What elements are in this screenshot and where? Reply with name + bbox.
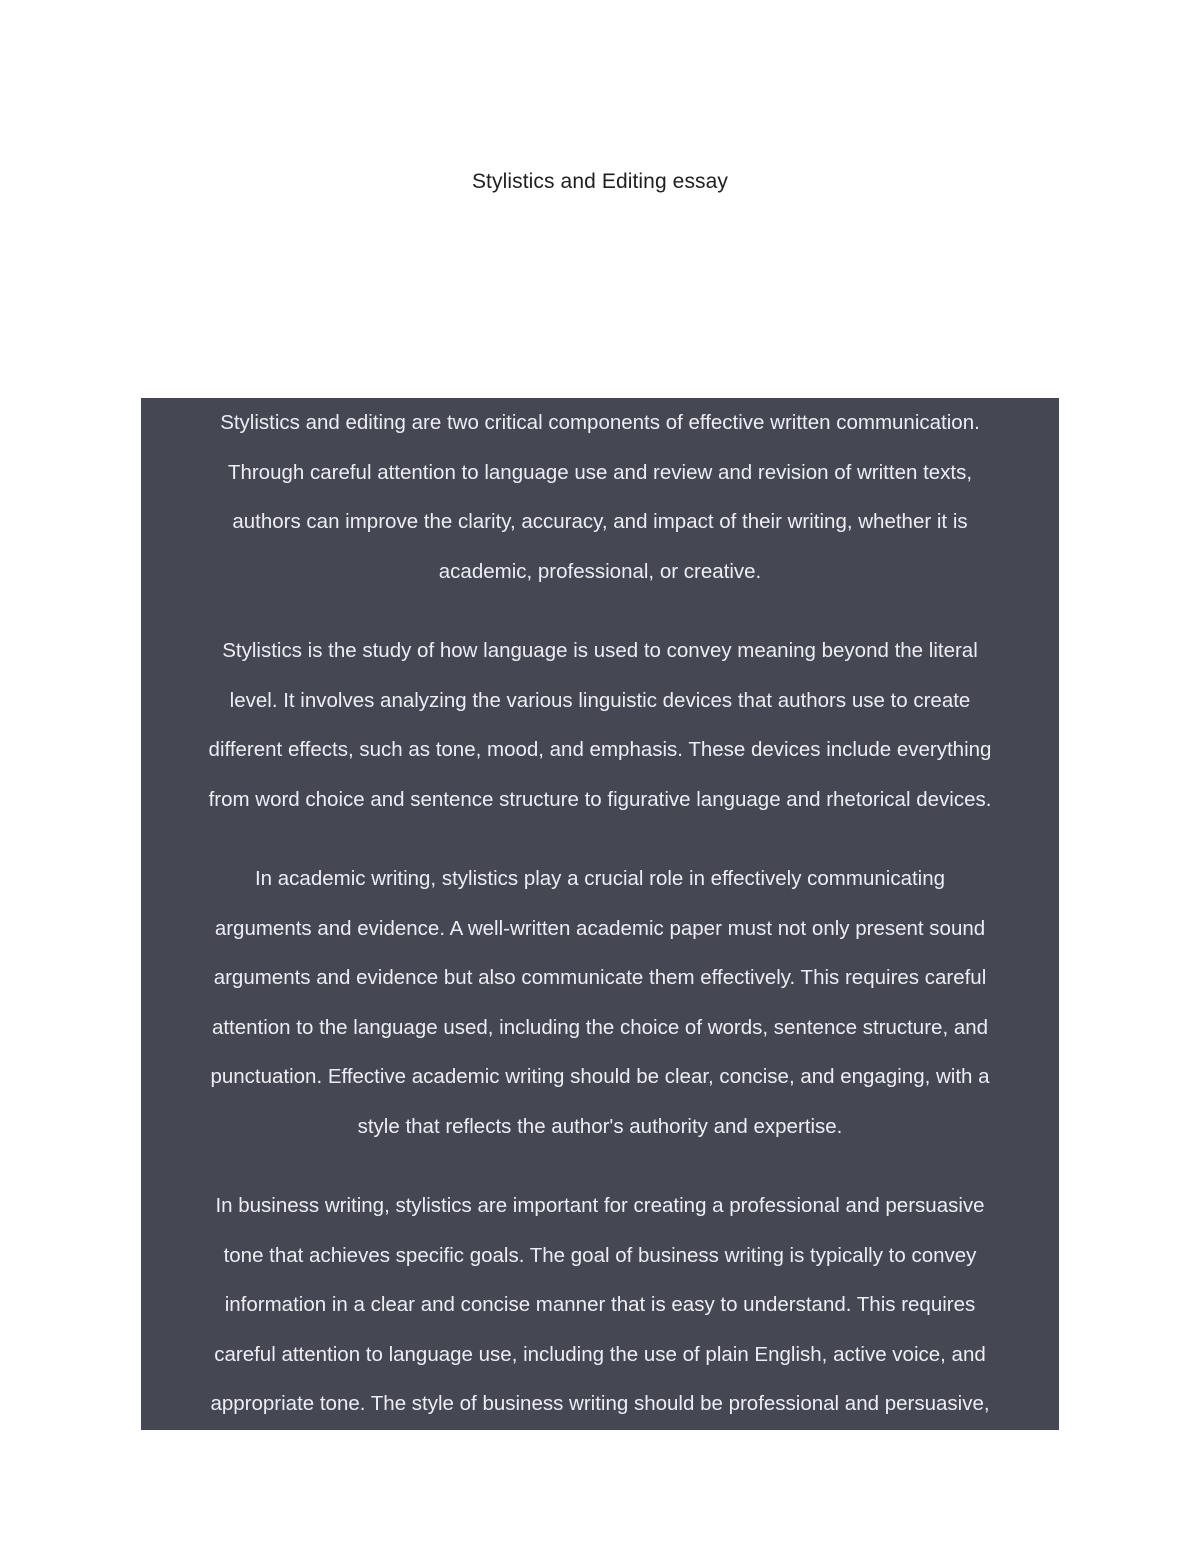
paragraph-3: [147, 854, 1053, 1151]
text-line: different effects, such as tone, mood, and emphasis. These devices include everything: [208, 738, 992, 761]
document-title: Stylistics and Editing essay: [471, 170, 729, 193]
text-line: appropriate tone. The style of business writing should be professional and persuasive,: [210, 1392, 990, 1415]
text-line: punctuation. Effective academic writing should be clear, concise, and engaging, with a: [210, 1065, 990, 1088]
paragraph-2: [147, 626, 1053, 824]
text-line: In business writing, stylistics are important for creating a professional and persuasive: [215, 1194, 985, 1217]
text-line: tone that achieves specific goals. The goal of business writing is typically to convey: [223, 1243, 977, 1267]
text-line: authors can improve the clarity, accuracy, and impact of their writing, whether it is: [232, 510, 968, 533]
paragraph-1: [147, 398, 1053, 596]
text-line: information in a clear and concise manner that is easy to understand. This requires: [224, 1293, 976, 1316]
text-line: attention to the language used, including the choice of words, sentence structure, and: [211, 1015, 989, 1039]
essay-text-block: [141, 398, 1059, 1430]
text-line: arguments and evidence but also communicate them effectively. This requires careful: [213, 966, 987, 989]
paragraph-4: [147, 1181, 1053, 1429]
text-line: academic, professional, or creative.: [438, 559, 762, 583]
text-line: In academic writing, stylistics play a crucial role in effectively communicating: [254, 867, 946, 890]
text-line: style that reflects the author's authority and expertise.: [357, 1114, 843, 1138]
text-line: arguments and evidence. A well-written academic paper must not only present sound: [214, 916, 986, 940]
text-line: Through careful attention to language use and review and revision of written texts,: [227, 460, 973, 484]
text-line: Stylistics is the study of how language is used to convey meaning beyond the literal: [222, 639, 978, 662]
text-line: Stylistics and editing are two critical components of effective written communication.: [220, 411, 980, 434]
text-line: from word choice and sentence structure to figurative language and rhetorical devices.: [208, 787, 992, 811]
text-line: level. It involves analyzing the various linguistic devices that authors use to create: [229, 688, 971, 712]
text-line: careful attention to language use, including the use of plain English, active voice, and: [214, 1342, 986, 1366]
